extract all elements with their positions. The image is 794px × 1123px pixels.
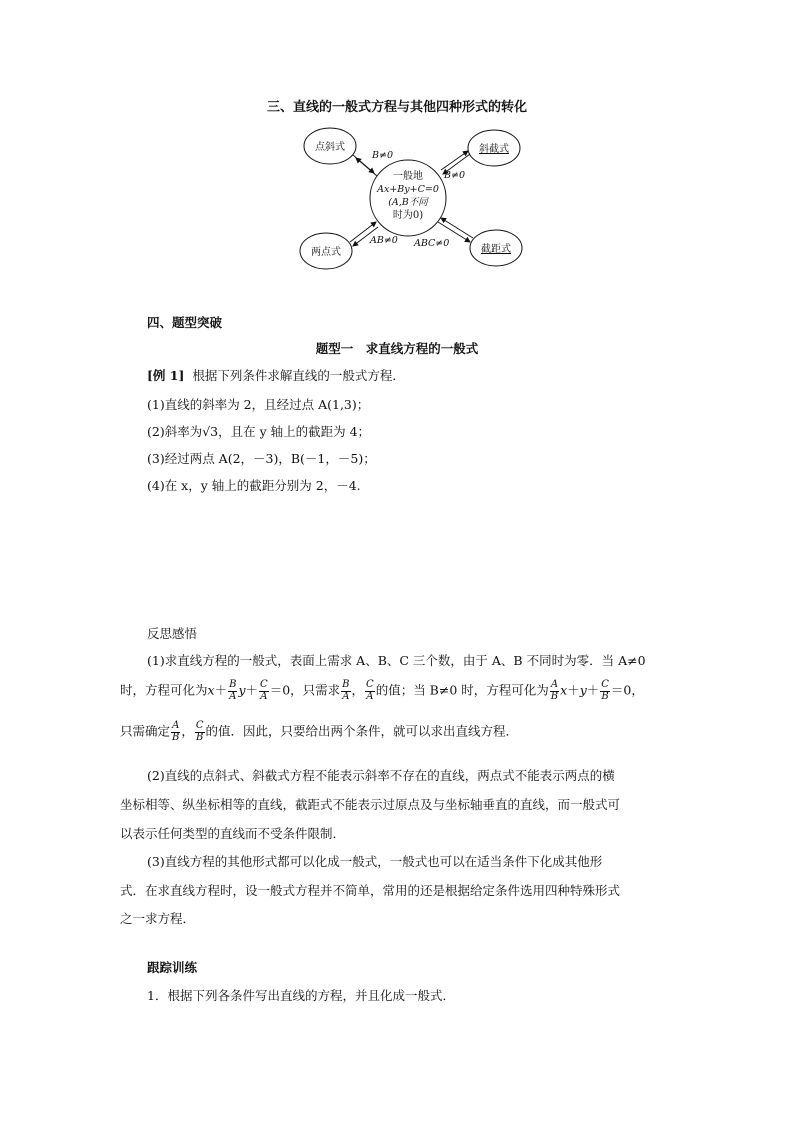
example-item-1: (1)直线的斜率为 2，且经过点 A(1,3)； bbox=[147, 397, 370, 412]
tracking-title: 跟踪训练 bbox=[147, 960, 198, 975]
tracking-item-1: 1．根据下列各条件写出直线的方程，并且化成一般式． bbox=[147, 988, 455, 1003]
example-1-heading bbox=[147, 366, 405, 384]
example-item-4: (4)在 x，y 轴上的截距分别为 2，－4. bbox=[147, 478, 361, 493]
reflection-p3-line1: (3)直线方程的其他形式都可以化成一般式，一般式也可以在适当条件下化成其他形 bbox=[147, 854, 603, 869]
reflection-p1-line2: 时，方程可化为x＋ $\frac{B}{A}$ y＋ $\frac{C}{A}$ ＝0，只需求 $\frac{B}{A}$ ， $\frac{C}{A}$ 的值；当 B≠0 时，方程可化为 $\frac{A}{B}$ x＋y＋ $\frac{C}{B}$ ＝0， bbox=[120, 679, 644, 702]
center-line-3: (A,B不同 bbox=[388, 197, 428, 208]
fraction-c-over-b: $\frac{C}{B}$ bbox=[601, 679, 609, 702]
reflection-p2-line2: 坐标相等、纵坐标相等的直线，截距式不能表示过原点及与坐标轴垂直的直线，而一般式可 bbox=[120, 797, 621, 812]
center-line-4: 时为0) bbox=[392, 210, 424, 221]
reflection-p3-line3: 之一求方程． bbox=[120, 911, 196, 926]
reflection-p3-line2: 式．在求直线方程时，设一般式方程并不简单，常用的还是根据给定条件选用四种特殊形式 bbox=[120, 883, 621, 898]
label-two-point: 两点式 bbox=[311, 247, 341, 258]
condition-bottom-right: ABC≠0 bbox=[414, 238, 450, 249]
reflection-p1-line1: (1)求直线方程的一般式，表面上需求 A、B、C 三个数，由于 A、B 不同时为零．当 A≠0 bbox=[147, 653, 646, 668]
text-segment: 只需确定 bbox=[120, 723, 171, 739]
fraction-c-over-a: $\frac{C}{A}$ bbox=[260, 679, 268, 702]
topic-title: 题型一 求直线方程的一般式 bbox=[315, 341, 479, 356]
fraction-a-over-b: $\frac{A}{B}$ bbox=[550, 679, 559, 702]
text-segment: 时，方程可化为 bbox=[120, 682, 208, 698]
section-title-conversion: 三、直线的一般式方程与其他四种形式的转化 bbox=[266, 100, 527, 115]
fraction-c-over-a-2: $\frac{C}{A}$ bbox=[366, 679, 374, 702]
reflection-p2-line3: 以表示任何类型的直线而不受条件限制． bbox=[120, 826, 346, 841]
example-label: [例 1] bbox=[147, 368, 185, 383]
center-line-1: 一般地 bbox=[393, 171, 423, 182]
example-item-2: (2)斜率为√3，且在 y 轴上的截距为 4； bbox=[147, 424, 371, 439]
label-intercept: 截距式 bbox=[481, 244, 511, 255]
condition-top-left: B≠0 bbox=[372, 150, 393, 161]
text-segment: ，只需求 bbox=[290, 682, 341, 698]
text-segment: 的值．因此，只要给出两个条件，就可以求出直线方程． bbox=[205, 723, 519, 739]
example-prompt: 根据下列条件求解直线的一般式方程． bbox=[192, 368, 405, 383]
reflection-title: 反思感悟 bbox=[147, 626, 198, 641]
label-point-slope: 点斜式 bbox=[315, 142, 345, 153]
fraction-a-over-b-2: $\frac{A}{B}$ bbox=[172, 720, 180, 743]
fraction-b-over-a: $\frac{B}{A}$ bbox=[229, 679, 237, 702]
label-slope-intercept: 斜截式 bbox=[479, 144, 509, 155]
text-segment: 的值；当 B≠0 时，方程可化为 bbox=[375, 682, 549, 698]
reflection-p1-line3: 只需确定 $\frac{A}{B}$ ， $\frac{C}{B}$ 的值．因此，只要给出两个条件，就可以求出直线方程． bbox=[120, 720, 519, 743]
reflection-p2-line1: (2)直线的点斜式、斜截式方程不能表示斜率不存在的直线，两点式不能表示两点的横 bbox=[147, 768, 615, 783]
section-title-problems: 四、题型突破 bbox=[147, 315, 223, 330]
condition-top-right: B≠0 bbox=[444, 170, 465, 181]
center-line-2: Ax+By+C=0 bbox=[377, 184, 439, 195]
condition-bottom-left: AB≠0 bbox=[370, 235, 398, 246]
conversion-diagram bbox=[290, 118, 530, 274]
example-item-3: (3)经过两点 A(2，－3)，B(－1，－5)； bbox=[147, 451, 376, 466]
fraction-b-over-a-2: $\frac{B}{A}$ bbox=[342, 679, 350, 702]
fraction-c-over-b-2: $\frac{C}{B}$ bbox=[195, 720, 204, 743]
